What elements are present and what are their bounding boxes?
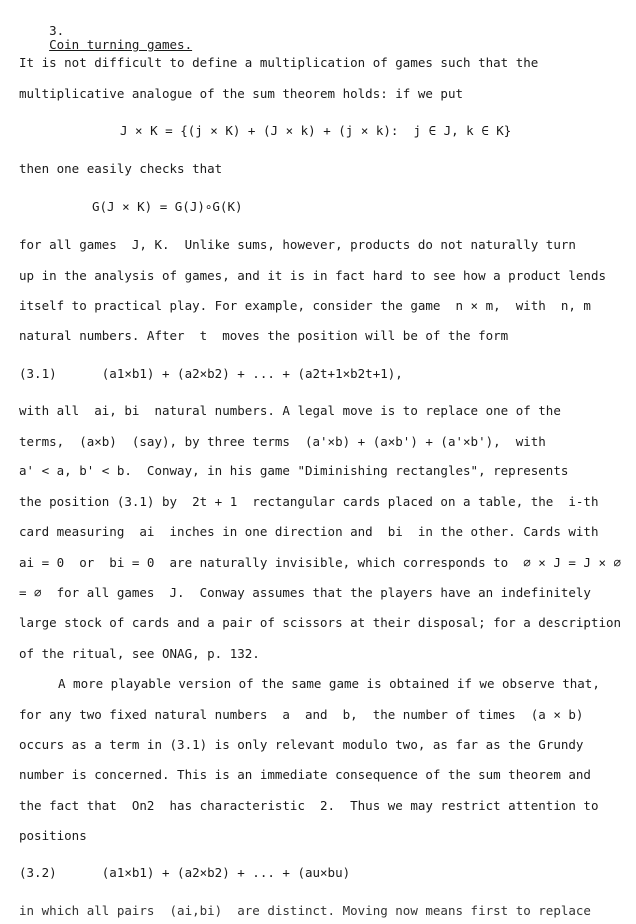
text-line-19: occurs as a term in (3.1) is only relevant modulo two, as far as the Grundy bbox=[19, 737, 584, 752]
text-line-16: of the ritual, see ONAG, p. 132. bbox=[19, 646, 260, 661]
equation-grundy-product: G(J × K) = G(J)∘G(K) bbox=[92, 199, 243, 214]
section-title: Coin turning games. bbox=[49, 37, 193, 52]
text-line-8: with all ai, bi natural numbers. A legal move is to replace one of the bbox=[19, 403, 561, 418]
text-line-23: in which all pairs (ai,bi) are distinct. Moving now means first to replace bbox=[19, 903, 591, 918]
text-line-2: multiplicative analogue of the sum theorem holds: if we put bbox=[19, 86, 464, 101]
text-line-13: ai = 0 or bi = 0 are naturally invisible, which corresponds to ∅ × J = J × ∅ bbox=[19, 555, 622, 570]
text-line-18: for any two fixed natural numbers a and b, the number of times (a × b) bbox=[19, 707, 584, 722]
text-line-10: a' < a, b' < b. Conway, in his game "Diminishing rectangles", represents bbox=[19, 463, 569, 478]
text-line-4: for all games J, K. Unlike sums, however, products do not naturally turn bbox=[19, 237, 576, 252]
text-line-7: natural numbers. After t moves the position will be of the form bbox=[19, 328, 509, 343]
text-line-14: = ∅ for all games J. Conway assumes that the players have an indefinitely bbox=[19, 585, 591, 600]
text-line-15: large stock of cards and a pair of scissors at their disposal; for a description bbox=[19, 615, 622, 630]
text-line-11: the position (3.1) by 2t + 1 rectangular cards placed on a table, the i-th bbox=[19, 494, 599, 509]
equation-product-definition: J × K = {(j × K) + (J × k) + (j × k): j ∈ J, k ∈ K} bbox=[120, 123, 512, 138]
text-line-3: then one easily checks that bbox=[19, 161, 223, 176]
text-line-6: itself to practical play. For example, consider the game n × m, with n, m bbox=[19, 298, 591, 313]
text-line-12: card measuring ai inches in one direction and bi in the other. Cards with bbox=[19, 524, 599, 539]
text-line-1: It is not difficult to define a multiplication of games such that the bbox=[19, 55, 539, 70]
text-line-9: terms, (a×b) (say), by three terms (a'×b) + (a×b') + (a'×b'), with bbox=[19, 434, 546, 449]
text-line-5: up in the analysis of games, and it is in fact hard to see how a product lends bbox=[19, 268, 606, 283]
section-number: 3. bbox=[49, 23, 65, 38]
text-line-17: A more playable version of the same game is obtained if we observe that, bbox=[58, 676, 600, 691]
text-line-20: number is concerned. This is an immediate consequence of the sum theorem and bbox=[19, 767, 591, 782]
equation-3-1: (3.1) (a1×b1) + (a2×b2) + ... + (a2t+1×b2t+1), bbox=[19, 366, 403, 381]
equation-3-2: (3.2) (a1×b1) + (a2×b2) + ... + (au×bu) bbox=[19, 865, 351, 880]
text-line-21: the fact that On2 has characteristic 2. Thus we may restrict attention to bbox=[19, 798, 599, 813]
text-line-22: positions bbox=[19, 828, 87, 843]
